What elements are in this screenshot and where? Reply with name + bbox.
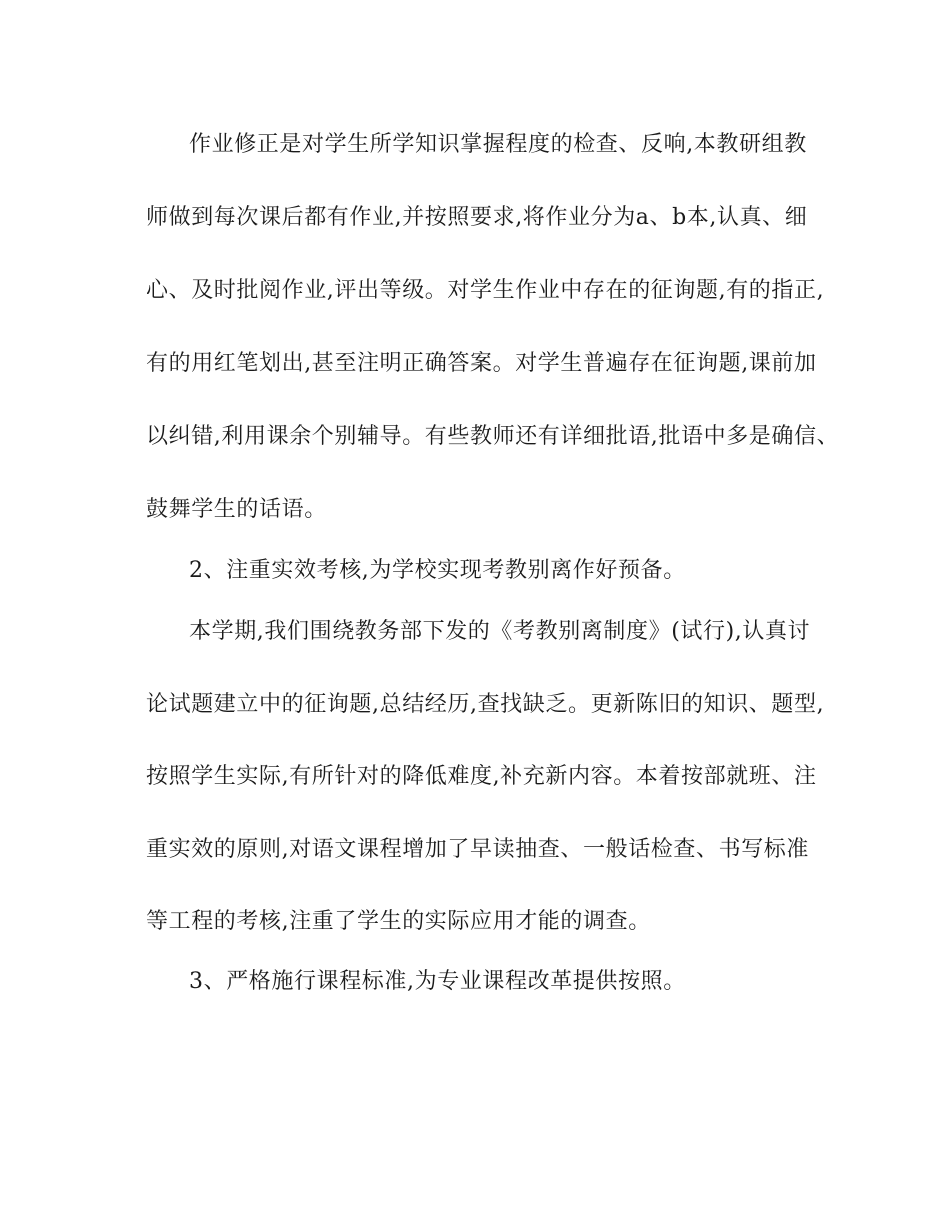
paragraph-line: 作业修正是对学生所学知识掌握程度的检查、反响,本教研组教	[189, 132, 807, 157]
paragraph-line: 心、及时批阅作业,评出等级。对学生作业中存在的征询题,有的指正,	[146, 278, 825, 303]
section-heading: 3、严格施行课程标准,为专业课程改革提供按照。	[189, 969, 686, 994]
paragraph-line: 师做到每次课后都有作业,并按照要求,将作业分为a、b本,认真、细	[146, 205, 808, 230]
paragraph-line: 本学期,我们围绕教务部下发的《考教别离制度》(试行),认真讨	[189, 619, 811, 644]
paragraph-line: 有的用红笔划出,甚至注明正确答案。对学生普遍存在征询题,课前加	[146, 351, 817, 376]
paragraph-line: 以纠错,利用课余个别辅导。有些教师还有详细批语,批语中多是确信、	[146, 424, 840, 449]
paragraph-line: 论试题建立中的征询题,总结经历,查找缺乏。更新陈旧的知识、题型,	[146, 692, 825, 717]
paragraph-line: 等工程的考核,注重了学生的实际应用才能的调查。	[146, 909, 651, 934]
paragraph-line: 鼓舞学生的话语。	[146, 497, 327, 522]
paragraph-line: 重实效的原则,对语文课程增加了早读抽查、一般话检查、书写标准	[146, 837, 809, 862]
section-heading: 2、注重实效考核,为学校实现考教别离作好预备。	[189, 558, 686, 583]
paragraph-line: 按照学生实际,有所针对的降低难度,补充新内容。本着按部就班、注	[146, 764, 817, 789]
